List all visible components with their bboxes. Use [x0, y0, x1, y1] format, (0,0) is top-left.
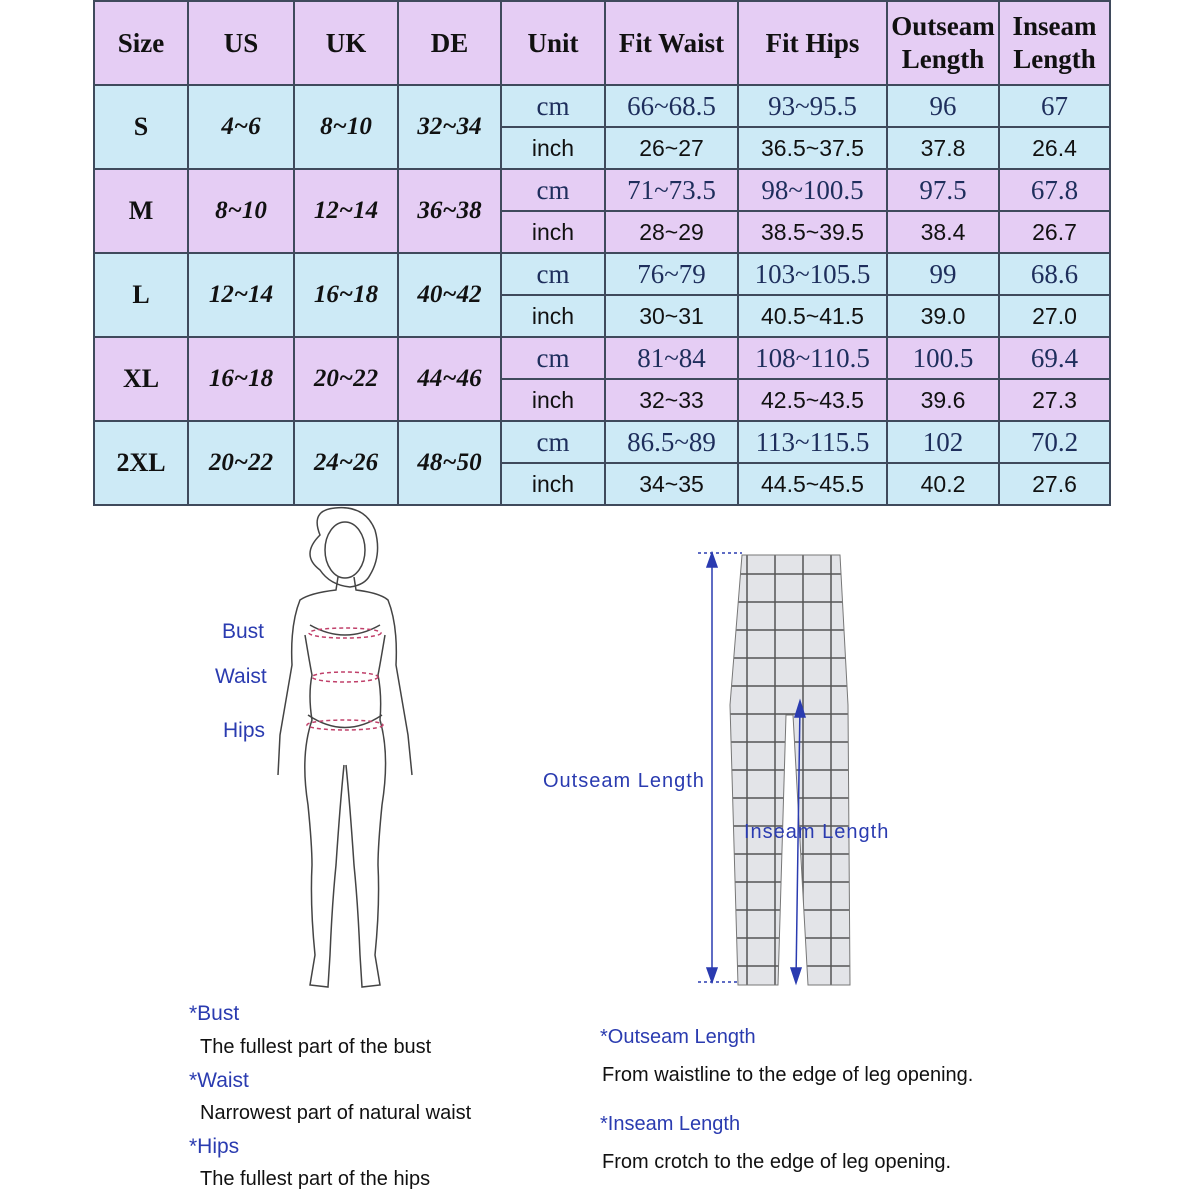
inseam-cm-cell: 68.6 [999, 253, 1110, 295]
unit-cell: cm [501, 253, 605, 295]
waist-label: Waist [215, 665, 267, 688]
bust-note-desc: The fullest part of the bust [200, 1036, 432, 1058]
uk-size-cell: 16~18 [294, 253, 398, 337]
outseam-label: Outseam Length [543, 770, 705, 792]
fit-hips-cm-cell: 113~115.5 [738, 421, 887, 463]
unit-cell: inch [501, 295, 605, 337]
outseam-inch-cell: 40.2 [887, 463, 999, 505]
us-size-cell: 20~22 [188, 421, 294, 505]
fit-hips-inch-cell: 36.5~37.5 [738, 127, 887, 169]
uk-size-cell: 8~10 [294, 85, 398, 169]
outseam-inch-cell: 39.6 [887, 379, 999, 421]
table-row [94, 85, 1110, 127]
size-cell: S [94, 85, 188, 169]
table-row [94, 253, 1110, 295]
us-size-cell: 12~14 [188, 253, 294, 337]
fit-hips-inch-cell: 42.5~43.5 [738, 379, 887, 421]
fit-hips-cm-cell: 98~100.5 [738, 169, 887, 211]
waist-note-desc: Narrowest part of natural waist [200, 1102, 472, 1124]
fit-waist-inch-cell: 28~29 [605, 211, 738, 253]
outseam-note-title: *Outseam Length [600, 1026, 756, 1048]
outseam-inch-cell: 37.8 [887, 127, 999, 169]
fit-hips-cm-cell: 103~105.5 [738, 253, 887, 295]
unit-cell: cm [501, 337, 605, 379]
waist-note-title: *Waist [189, 1069, 249, 1092]
column-header: Unit [501, 1, 605, 85]
fit-waist-cm-cell: 86.5~89 [605, 421, 738, 463]
table-row [94, 421, 1110, 463]
outseam-cm-cell: 102 [887, 421, 999, 463]
column-header: Inseam Length [999, 1, 1110, 85]
unit-cell: inch [501, 211, 605, 253]
column-header: DE [398, 1, 501, 85]
inseam-cm-cell: 67.8 [999, 169, 1110, 211]
pants-illustration [690, 545, 880, 990]
fit-waist-inch-cell: 34~35 [605, 463, 738, 505]
de-size-cell: 32~34 [398, 85, 501, 169]
fit-hips-inch-cell: 38.5~39.5 [738, 211, 887, 253]
outseam-cm-cell: 96 [887, 85, 999, 127]
inseam-inch-cell: 26.7 [999, 211, 1110, 253]
inseam-inch-cell: 27.3 [999, 379, 1110, 421]
de-size-cell: 48~50 [398, 421, 501, 505]
de-size-cell: 44~46 [398, 337, 501, 421]
body-figure-illustration [270, 505, 430, 1000]
outseam-cm-cell: 97.5 [887, 169, 999, 211]
hips-note-title: *Hips [189, 1135, 240, 1158]
unit-cell: cm [501, 421, 605, 463]
inseam-note-desc: From crotch to the edge of leg opening. [602, 1151, 952, 1173]
size-cell: L [94, 253, 188, 337]
unit-cell: cm [501, 85, 605, 127]
inseam-inch-cell: 26.4 [999, 127, 1110, 169]
us-size-cell: 8~10 [188, 169, 294, 253]
inseam-inch-cell: 27.6 [999, 463, 1110, 505]
us-size-cell: 16~18 [188, 337, 294, 421]
hips-label: Hips [223, 719, 266, 742]
fit-waist-cm-cell: 71~73.5 [605, 169, 738, 211]
fit-waist-cm-cell: 66~68.5 [605, 85, 738, 127]
size-chart-table [93, 0, 1111, 506]
bust-label: Bust [222, 620, 265, 643]
outseam-inch-cell: 38.4 [887, 211, 999, 253]
uk-size-cell: 20~22 [294, 337, 398, 421]
fit-waist-inch-cell: 32~33 [605, 379, 738, 421]
fit-waist-cm-cell: 76~79 [605, 253, 738, 295]
column-header: Fit Waist [605, 1, 738, 85]
column-header: UK [294, 1, 398, 85]
outseam-cm-cell: 99 [887, 253, 999, 295]
unit-cell: cm [501, 169, 605, 211]
fit-hips-cm-cell: 93~95.5 [738, 85, 887, 127]
table-row [94, 337, 1110, 379]
fit-waist-inch-cell: 30~31 [605, 295, 738, 337]
column-header: US [188, 1, 294, 85]
outseam-note-desc: From waistline to the edge of leg opening. [602, 1064, 974, 1086]
column-header: Fit Hips [738, 1, 887, 85]
inseam-inch-cell: 27.0 [999, 295, 1110, 337]
column-header: Outseam Length [887, 1, 999, 85]
uk-size-cell: 12~14 [294, 169, 398, 253]
size-cell: M [94, 169, 188, 253]
de-size-cell: 40~42 [398, 253, 501, 337]
fit-hips-inch-cell: 40.5~41.5 [738, 295, 887, 337]
outseam-cm-cell: 100.5 [887, 337, 999, 379]
inseam-cm-cell: 67 [999, 85, 1110, 127]
inseam-cm-cell: 69.4 [999, 337, 1110, 379]
unit-cell: inch [501, 127, 605, 169]
inseam-cm-cell: 70.2 [999, 421, 1110, 463]
inseam-note-title: *Inseam Length [600, 1113, 741, 1135]
bust-note-title: *Bust [189, 1002, 240, 1025]
column-header: Size [94, 1, 188, 85]
us-size-cell: 4~6 [188, 85, 294, 169]
size-cell: 2XL [94, 421, 188, 505]
hips-note-desc: The fullest part of the hips [200, 1168, 431, 1190]
inseam-label: Inseam Length [744, 821, 890, 843]
uk-size-cell: 24~26 [294, 421, 398, 505]
table-row [94, 169, 1110, 211]
unit-cell: inch [501, 379, 605, 421]
fit-waist-inch-cell: 26~27 [605, 127, 738, 169]
de-size-cell: 36~38 [398, 169, 501, 253]
size-cell: XL [94, 337, 188, 421]
fit-waist-cm-cell: 81~84 [605, 337, 738, 379]
fit-hips-inch-cell: 44.5~45.5 [738, 463, 887, 505]
unit-cell: inch [501, 463, 605, 505]
outseam-inch-cell: 39.0 [887, 295, 999, 337]
fit-hips-cm-cell: 108~110.5 [738, 337, 887, 379]
